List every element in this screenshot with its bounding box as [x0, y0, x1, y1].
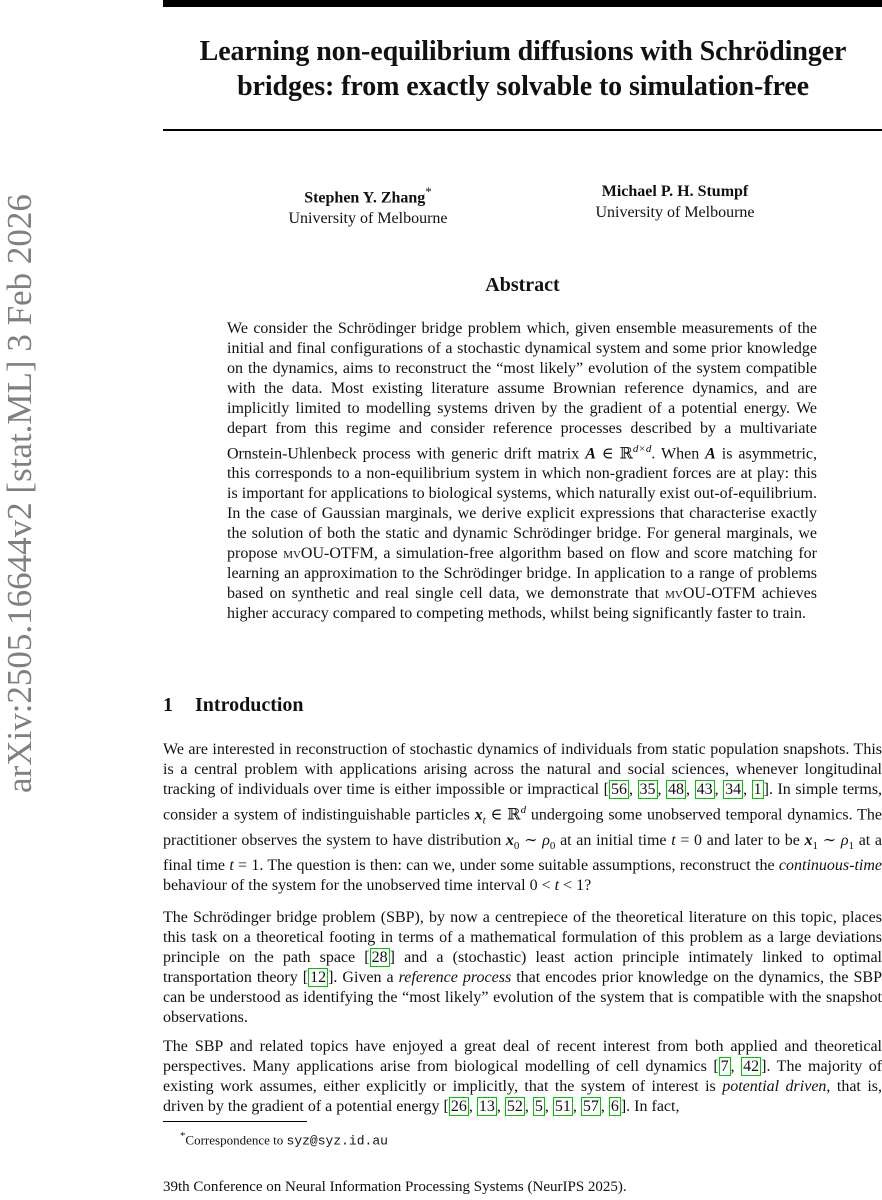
citation-link[interactable]: 42: [743, 1058, 760, 1075]
author-block-2: [570, 181, 780, 223]
citation-link[interactable]: 7: [720, 1058, 729, 1075]
footnote-rule: [163, 1121, 307, 1122]
section-heading-introduction: 1 Introduction: [163, 694, 304, 716]
author-name: Michael P. H. Stumpf: [601, 183, 749, 200]
author-name: Stephen Y. Zhang*: [304, 184, 432, 207]
author-affiliation: University of Melbourne: [595, 204, 755, 221]
venue-footer: 39th Conference on Neural Information Processing Systems (NeurIPS 2025).: [163, 1179, 627, 1195]
citation-link[interactable]: 1: [753, 781, 762, 798]
citation-link[interactable]: 56: [610, 781, 627, 798]
citation-link[interactable]: 34: [725, 781, 742, 798]
citation-link[interactable]: 6: [610, 1098, 619, 1115]
author-affiliation: University of Melbourne: [288, 210, 448, 228]
arxiv-stamp: arXiv:2505.16644v2 [stat.ML] 3 Feb 2026: [0, 194, 39, 793]
paper-title: Learning non-equilibrium diffusions with Schrödinger bridges: from exactly solvable to simulation-free: [199, 36, 847, 102]
citation-link[interactable]: 5: [534, 1098, 543, 1115]
abstract-text: We consider the Schrödinger bridge problem which, given ensemble measurements of the initial and final configurations of a stochastic dynamical system and some prior knowledge on the dynamics, aims to reconstruct the “most likely” evolution of the system compatible with the data. Most existing literature assume Brownian reference dynamics, and are implicitly limited to modelling systems driven by the gradient of a potential energy. We depart from this regime and consider reference processes described by a multivariate Ornstein-Uhlenbeck process with generic drift matrix A ∈ ℝ$^{d\times d}$. When A is asymmetric, this corresponds to a non-equilibrium system in which non-gradient forces are at play: this is important for applications to biological systems, which naturally exist out-of-equilibrium. In the case of Gaussian marginals, we derive explicit expressions that characterise exactly the solution of both the static and dynamic Schrödinger bridge. For general marginals, we propose mvOU-OTFM, a simulation-free algorithm based on flow and score matching for learning an approximation to the Schrödinger bridge. In application to a range of problems based on synthetic and real single cell data, we demonstrate that mvOU-OTFM achieves higher accuracy compared to competing methods, whilst being significantly faster to train.: [227, 320, 818, 623]
title-bottom-rule: [163, 129, 882, 131]
citation-link[interactable]: 52: [506, 1098, 523, 1115]
author-block-1: [262, 181, 474, 229]
citation-link[interactable]: 57: [582, 1098, 599, 1115]
citation-link[interactable]: 35: [639, 781, 656, 798]
citation-link[interactable]: 12: [310, 969, 327, 986]
email-link[interactable]: syz@syz.id.au: [286, 1133, 388, 1149]
citation-link[interactable]: 43: [696, 781, 713, 798]
title-top-rule: [163, 0, 882, 7]
citation-link[interactable]: 13: [478, 1098, 495, 1115]
citation-link[interactable]: 51: [554, 1098, 571, 1115]
citation-link[interactable]: 28: [371, 949, 388, 966]
intro-paragraph-3: The SBP and related topics have enjoyed a great deal of recent interest from both applied and theoretical perspectives. Many applications arise from biological modelling of cell dynamics [ 7 , 42 ]. The majority of existing work assumes, either explicitly or implicitly, that the system of interest is potential driven, that is, driven by the gradient of a potential energy [ 26 , 13 , 52 , 5 , 51 , 57 , 6 ]. In fact,: [163, 1038, 882, 1115]
footnote: *Correspondence to syz@syz.id.au: [180, 1130, 388, 1149]
intro-paragraph-2: The Schrödinger bridge problem (SBP), by now a centrepiece of the theoretical literature on this topic, places this task on a theoretical footing in terms of a mathematical formulation of this problem as a large deviations principle on the path space [ 28 ] and a (stochastic) least action principle intimately linked to optimal transportation theory [ 12 ]. Given a reference process that encodes prior knowledge on the dynamics, the SBP can be understood as identifying the “most likely” evolution of the system that is compatible with the snapshot observations.: [163, 909, 882, 1026]
citation-link[interactable]: 26: [450, 1098, 467, 1115]
citation-link[interactable]: 48: [668, 781, 685, 798]
intro-paragraph-1: We are interested in reconstruction of stochastic dynamics of individuals from static population snapshots. This is a central problem with applications arising across the natural and social sciences, whenever longitudinal tracking of individuals over time is either impossible or impractical [ 56 , 35 , 48 , 43 , 34 , 1 ]. In simple terms, consider a system of indistinguishable particles $x_t$ ∈ ℝ$^d$ undergoing some unobserved temporal dynamics. The practitioner observes the system to have distribution $x_0$ ∼ $\rho_0$ at an initial time t = 0 and later to be $x_1$ ∼ $\rho_1$ at a final time t = 1. The question is then: can we, under some suitable assumptions, reconstruct the continuous-time behaviour of the system for the unobserved time interval 0 < t < 1?: [163, 741, 882, 894]
abstract-heading: Abstract: [485, 274, 560, 296]
